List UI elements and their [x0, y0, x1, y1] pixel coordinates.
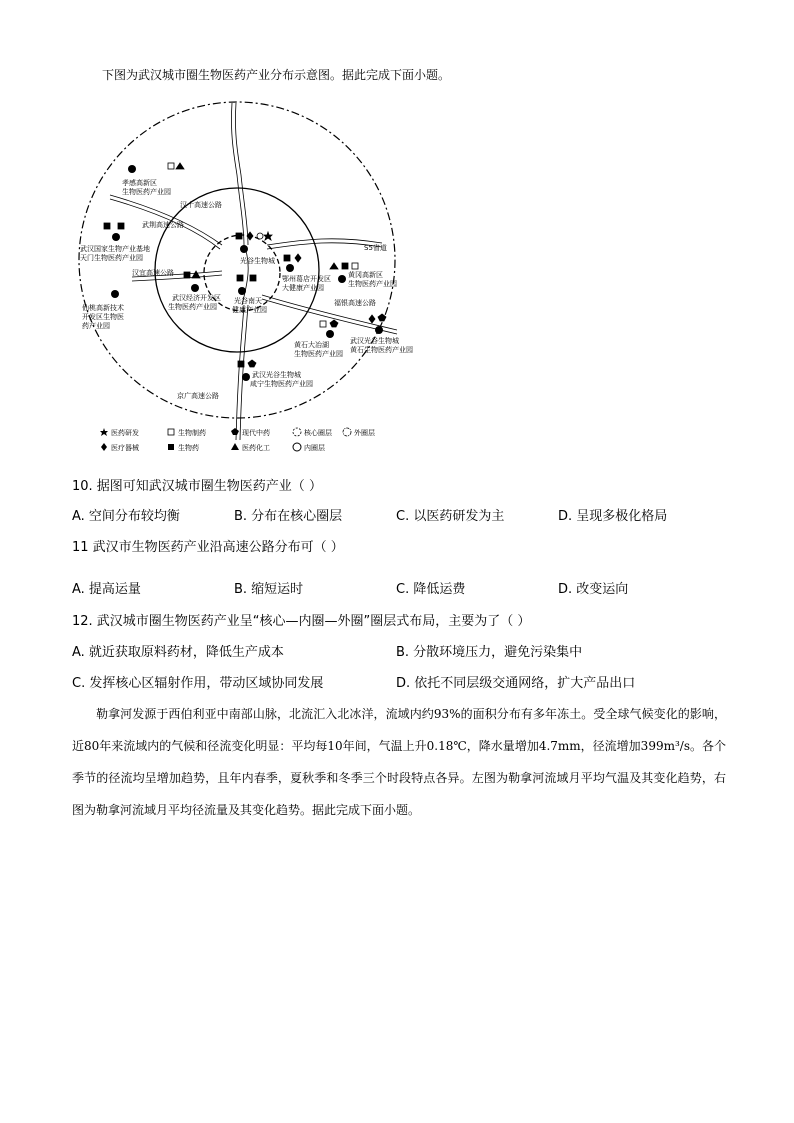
svg-text:医药研发: 医药研发	[111, 429, 139, 437]
park-label: 武汉光谷生物城	[252, 371, 301, 379]
park-label: 光谷南天	[234, 297, 262, 305]
option-11-d: D. 改变运向	[558, 582, 629, 597]
park-label: 黄石生物医药产业园	[350, 346, 413, 354]
park-label: 生物医药产业园	[122, 188, 171, 196]
park-label: 鄂州葛店开发区	[282, 275, 331, 283]
option-12-b: B. 分散环境压力，避免污染集中	[396, 645, 583, 660]
svg-text:生物制药: 生物制药	[178, 429, 206, 437]
svg-text:医疗器械: 医疗器械	[111, 444, 139, 452]
passage-text	[72, 698, 726, 826]
park-label: 开发区生物医	[82, 313, 124, 321]
question-12-stem: 12. 武汉城市圈生物医药产业呈“核心—内圈—外圈”圈层式布局，主要为了（ ）	[72, 614, 531, 629]
park-label: 黄石大冶湖	[294, 341, 329, 349]
inner-ring	[155, 188, 319, 352]
park-label: 天门生物医药产业园	[80, 254, 143, 262]
option-10-b: B. 分布在核心圈层	[234, 509, 343, 524]
option-12-d: D. 依托不同层级交通网络，扩大产品出口	[396, 676, 636, 691]
road-label: 武荆高速公路	[142, 221, 184, 229]
passage-paragraph: 勒拿河发源于西伯利亚中南部山脉，北流汇入北冰洋，流域内约93%的面积分布有多年冻土。受全球气候变化的影响，近80年来流域内的气候和径流变化明显：平均每10年间，气温上升0.18℃，降水量增加4.7mm，径流增加399m³/s。各个季节的径流均呈增加趋势，且年内春季，夏秋季和冬季三个时段特点各异。左图为勒拿河流域月平均气温及其变化趋势，右图为勒拿河流域月平均径流量及其变化趋势。据此完成下面小题。	[72, 707, 726, 817]
park-label: 仙桃高新技术	[82, 304, 124, 312]
svg-text:外圈层: 外圈层	[354, 429, 375, 437]
option-10-c: C. 以医药研发为主	[396, 509, 505, 524]
park-label: 武汉光谷生物城	[350, 337, 399, 345]
option-11-c: C. 降低运费	[396, 582, 466, 597]
question-10-stem: 10. 据图可知武汉城市圈生物医药产业（ ）	[72, 479, 322, 494]
park-label: 大健康产业园	[282, 284, 324, 292]
park-label: 生物医药产业园	[348, 280, 397, 288]
road-label: 京广高速公路	[177, 392, 219, 400]
option-10-d: D. 呈现多极化格局	[558, 509, 668, 524]
road-label: 汉十高速公路	[180, 201, 222, 209]
road-label: 福银高速公路	[334, 299, 376, 307]
park-label: 黄冈高新区	[348, 271, 383, 279]
option-10-a: A. 空间分布较均衡	[72, 509, 180, 524]
park-label: 药产业园	[82, 322, 110, 330]
svg-text:内圈层: 内圈层	[304, 444, 325, 452]
option-11-a: A. 提高运量	[72, 582, 141, 597]
park-label: 咸宁生物医药产业园	[250, 380, 313, 388]
road-label: 汉宜高速公路	[132, 269, 174, 277]
park-label: 生物医药产业园	[168, 303, 217, 311]
park-label: 武汉国家生物产业基地	[80, 245, 150, 253]
road-label: S5省道	[364, 244, 387, 252]
svg-text:生物药: 生物药	[178, 444, 199, 452]
biomedical-map	[72, 95, 413, 452]
park-label: 孝感高新区	[122, 179, 157, 187]
option-12-a: A. 就近获取原料药材，降低生产成本	[72, 645, 284, 660]
svg-text:医药化工: 医药化工	[242, 444, 270, 452]
option-11-b: B. 缩短运时	[234, 582, 304, 597]
park-label: 健康产业园	[232, 306, 267, 314]
park-label: 生物医药产业园	[294, 350, 343, 358]
svg-text:现代中药: 现代中药	[242, 429, 270, 437]
option-12-c: C. 发挥核心区辐射作用，带动区域协同发展	[72, 676, 324, 691]
map-legend	[100, 428, 375, 452]
park-label: 武汉经济开发区	[172, 294, 221, 302]
intro-text: 下图为武汉城市圈生物医药产业分布示意图。据此完成下面小题。	[102, 68, 451, 82]
park-label: 光谷生物城	[240, 257, 275, 265]
svg-text:核心圈层: 核心圈层	[304, 429, 332, 437]
question-11-stem: 11 武汉市生物医药产业沿高速公路分布可（ ）	[72, 540, 344, 555]
